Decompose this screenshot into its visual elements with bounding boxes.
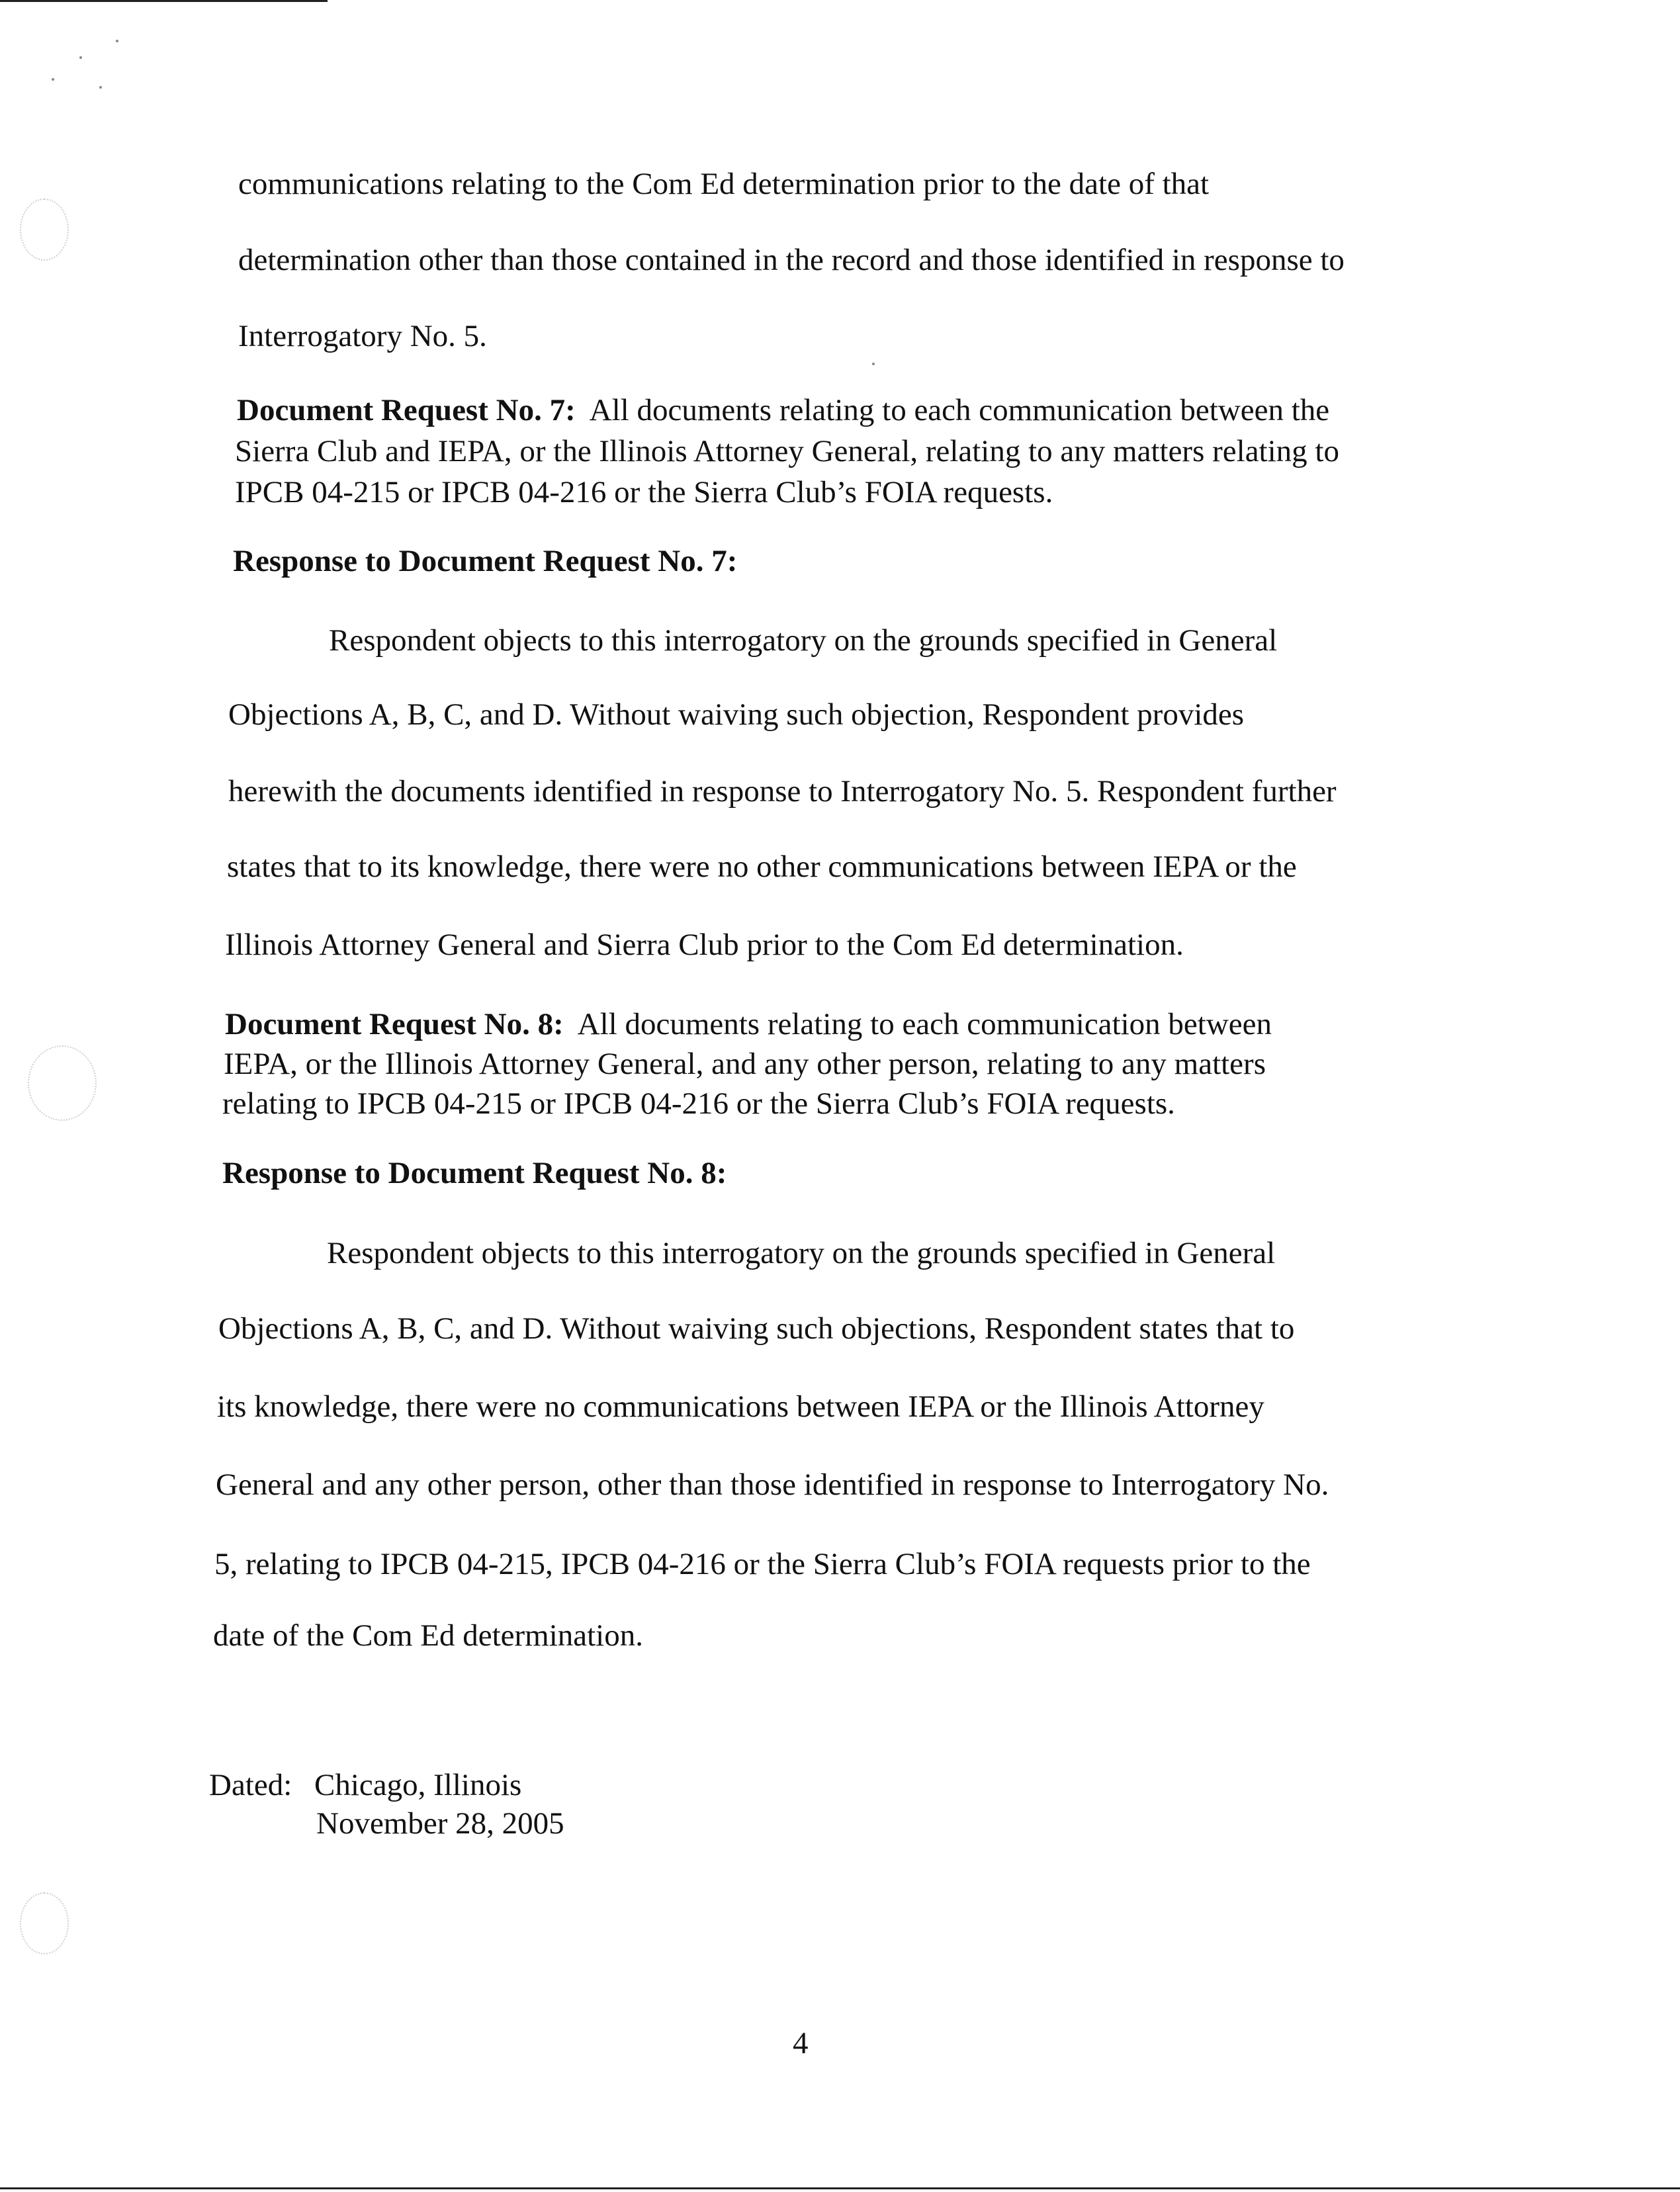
punch-hole-bottom <box>20 1892 69 1954</box>
response-8-line-2: Objections A, B, C, and D. Without waiving such objections, Respondent states that to <box>218 1311 1295 1346</box>
continuation-line-1: communications relating to the Com Ed determination prior to the date of that <box>238 167 1210 201</box>
request-7-line-2: Sierra Club and IEPA, or the Illinois Attorney General, relating to any matters relating to <box>235 434 1339 468</box>
continuation-line-3: Interrogatory No. 5. <box>238 319 487 353</box>
scan-speck <box>79 56 82 59</box>
continuation-line-2: determination other than those contained in the record and those identified in response to <box>238 243 1345 277</box>
bottom-edge-rule <box>0 2187 1680 2189</box>
dated-label: Dated: <box>209 1768 292 1802</box>
request-8-line-1 <box>225 1006 1272 1043</box>
response-8-line-5: 5, relating to IPCB 04-215, IPCB 04-216 or the Sierra Club’s FOIA requests prior to the <box>214 1547 1311 1581</box>
dated-date: November 28, 2005 <box>316 1806 564 1841</box>
response-7-line-5: Illinois Attorney General and Sierra Club prior to the Com Ed determination. <box>225 928 1184 962</box>
punch-hole-top <box>20 198 69 261</box>
punch-hole-middle <box>28 1045 97 1121</box>
top-edge-rule <box>0 0 328 2</box>
response-8-line-6: date of the Com Ed determination. <box>213 1618 643 1653</box>
request-8-label: Document Request No. 8: <box>225 1007 564 1041</box>
response-7-line-4: states that to its knowledge, there were no other communications between IEPA or the <box>227 850 1297 884</box>
scan-speck <box>99 86 102 89</box>
request-7-text-start: All documents relating to each communication between the <box>589 393 1330 427</box>
request-8-line-2: IEPA, or the Illinois Attorney General, and any other person, relating to any matters <box>224 1047 1266 1081</box>
response-8-heading: Response to Document Request No. 8: <box>222 1156 727 1190</box>
response-8-line-4: General and any other person, other than those identified in response to Interrogatory No. <box>216 1468 1329 1502</box>
response-7-heading: Response to Document Request No. 7: <box>233 544 738 578</box>
page-number: 4 <box>793 2026 809 2060</box>
response-8-line-1: Respondent objects to this interrogatory on the grounds specified in General <box>327 1236 1276 1270</box>
scan-speck <box>872 363 875 365</box>
request-7-label: Document Request No. 7: <box>237 393 576 427</box>
scan-speck <box>116 40 118 42</box>
request-7-line-3: IPCB 04-215 or IPCB 04-216 or the Sierra Club’s FOIA requests. <box>235 475 1053 509</box>
request-8-line-3: relating to IPCB 04-215 or IPCB 04-216 or the Sierra Club’s FOIA requests. <box>222 1086 1175 1121</box>
scan-speck <box>52 78 54 81</box>
request-7-line-1 <box>237 392 1329 429</box>
response-7-line-2: Objections A, B, C, and D. Without waiving such objection, Respondent provides <box>228 697 1245 732</box>
request-8-text-start: All documents relating to each communication between <box>577 1007 1272 1041</box>
response-8-line-3: its knowledge, there were no communications between IEPA or the Illinois Attorney <box>217 1389 1264 1424</box>
dated-place: Chicago, Illinois <box>314 1768 522 1802</box>
response-7-line-1: Respondent objects to this interrogatory on the grounds specified in General <box>329 623 1278 658</box>
response-7-line-3: herewith the documents identified in response to Interrogatory No. 5. Respondent further <box>228 774 1337 809</box>
